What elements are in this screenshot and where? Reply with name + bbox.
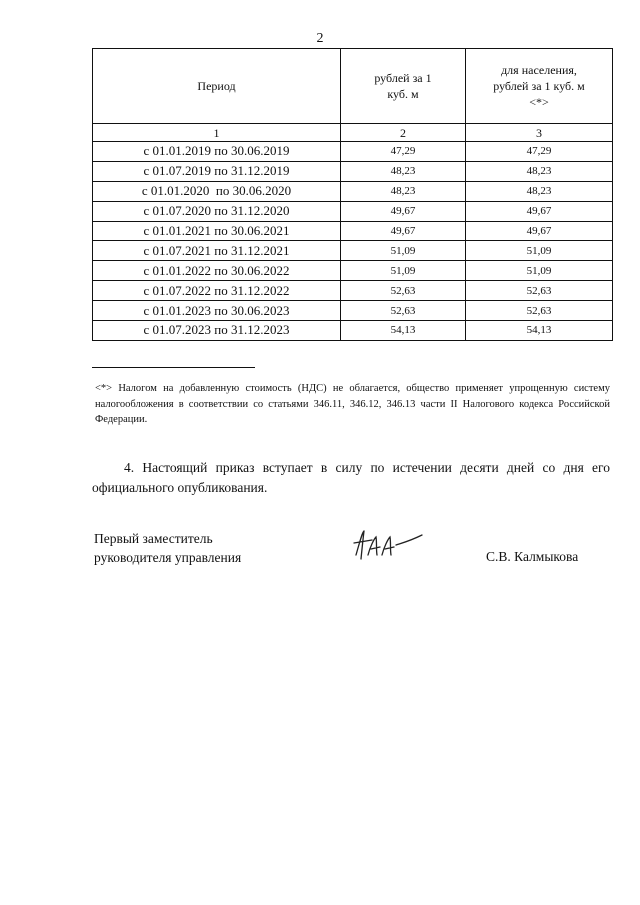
price-population-cell: 51,09 — [466, 241, 613, 261]
footnote: <*> Налогом на добавленную стоимость (НДС) не облагается, общество применяет упрощенную систему налогообложения в соответствии со статьями 346.11, 346.12, 346.13 части II Налогового кодекса Российской Федерации. — [95, 383, 610, 425]
period-cell: с 01.01.2023 по 30.06.2023 — [93, 301, 341, 321]
table-header-row — [93, 49, 613, 124]
page-number: 2 — [316, 31, 324, 46]
price-cell: 51,09 — [341, 241, 466, 261]
price-cell: 54,13 — [341, 321, 466, 341]
handwritten-signature-icon — [350, 525, 428, 565]
period-cell: с 01.01.2022 по 30.06.2022 — [93, 261, 341, 281]
price-population-cell: 49,67 — [466, 201, 613, 221]
paragraph-4: 4. Настоящий приказ вступает в силу по истечении десяти дней со дня его официального опубликования. — [92, 460, 610, 495]
tariff-table — [92, 48, 613, 341]
period-cell: с 01.07.2023 по 31.12.2023 — [93, 321, 341, 341]
period-cell: с 01.07.2022 по 31.12.2022 — [93, 281, 341, 301]
column-number: 2 — [341, 124, 466, 142]
period-cell: с 01.07.2019 по 31.12.2019 — [93, 161, 341, 181]
price-cell: 51,09 — [341, 261, 466, 281]
price-cell: 52,63 — [341, 281, 466, 301]
price-population-cell: 52,63 — [466, 281, 613, 301]
column-number-row — [93, 124, 613, 142]
table-row — [93, 261, 613, 281]
price-cell: 48,23 — [341, 181, 466, 201]
signatory-position-line: Первый заместитель — [94, 531, 213, 546]
price-population-cell: 54,13 — [466, 321, 613, 341]
period-cell: с 01.07.2021 по 31.12.2021 — [93, 241, 341, 261]
header-period: Период — [93, 49, 341, 124]
price-population-cell: 48,23 — [466, 181, 613, 201]
signatory-position-line: руководителя управления — [94, 550, 242, 565]
table-row — [93, 281, 613, 301]
price-population-cell: 47,29 — [466, 142, 613, 162]
table-row — [93, 142, 613, 162]
footnote-divider — [92, 367, 255, 368]
table-row — [93, 221, 613, 241]
price-population-cell: 49,67 — [466, 221, 613, 241]
signatory-name: С.В. Калмыкова — [486, 549, 579, 564]
column-number: 1 — [93, 124, 341, 142]
table-row — [93, 181, 613, 201]
price-cell: 47,29 — [341, 142, 466, 162]
table-row — [93, 301, 613, 321]
price-population-cell: 48,23 — [466, 161, 613, 181]
period-cell: с 01.01.2019 по 30.06.2019 — [93, 142, 341, 162]
period-cell: с 01.07.2020 по 31.12.2020 — [93, 201, 341, 221]
table-row — [93, 321, 613, 341]
header-price: рублей за 1 куб. м — [341, 49, 466, 124]
table-row — [93, 201, 613, 221]
signatory-position — [94, 529, 241, 567]
price-cell: 49,67 — [341, 221, 466, 241]
period-cell: с 01.01.2021 по 30.06.2021 — [93, 221, 341, 241]
table-row — [93, 161, 613, 181]
price-cell: 48,23 — [341, 161, 466, 181]
period-cell: с 01.01.2020 по 30.06.2020 — [93, 181, 341, 201]
price-cell: 52,63 — [341, 301, 466, 321]
header-price-population: для населения, рублей за 1 куб. м <*> — [466, 49, 613, 124]
price-cell: 49,67 — [341, 201, 466, 221]
table-row — [93, 241, 613, 261]
column-number: 3 — [466, 124, 613, 142]
price-population-cell: 52,63 — [466, 301, 613, 321]
price-population-cell: 51,09 — [466, 261, 613, 281]
